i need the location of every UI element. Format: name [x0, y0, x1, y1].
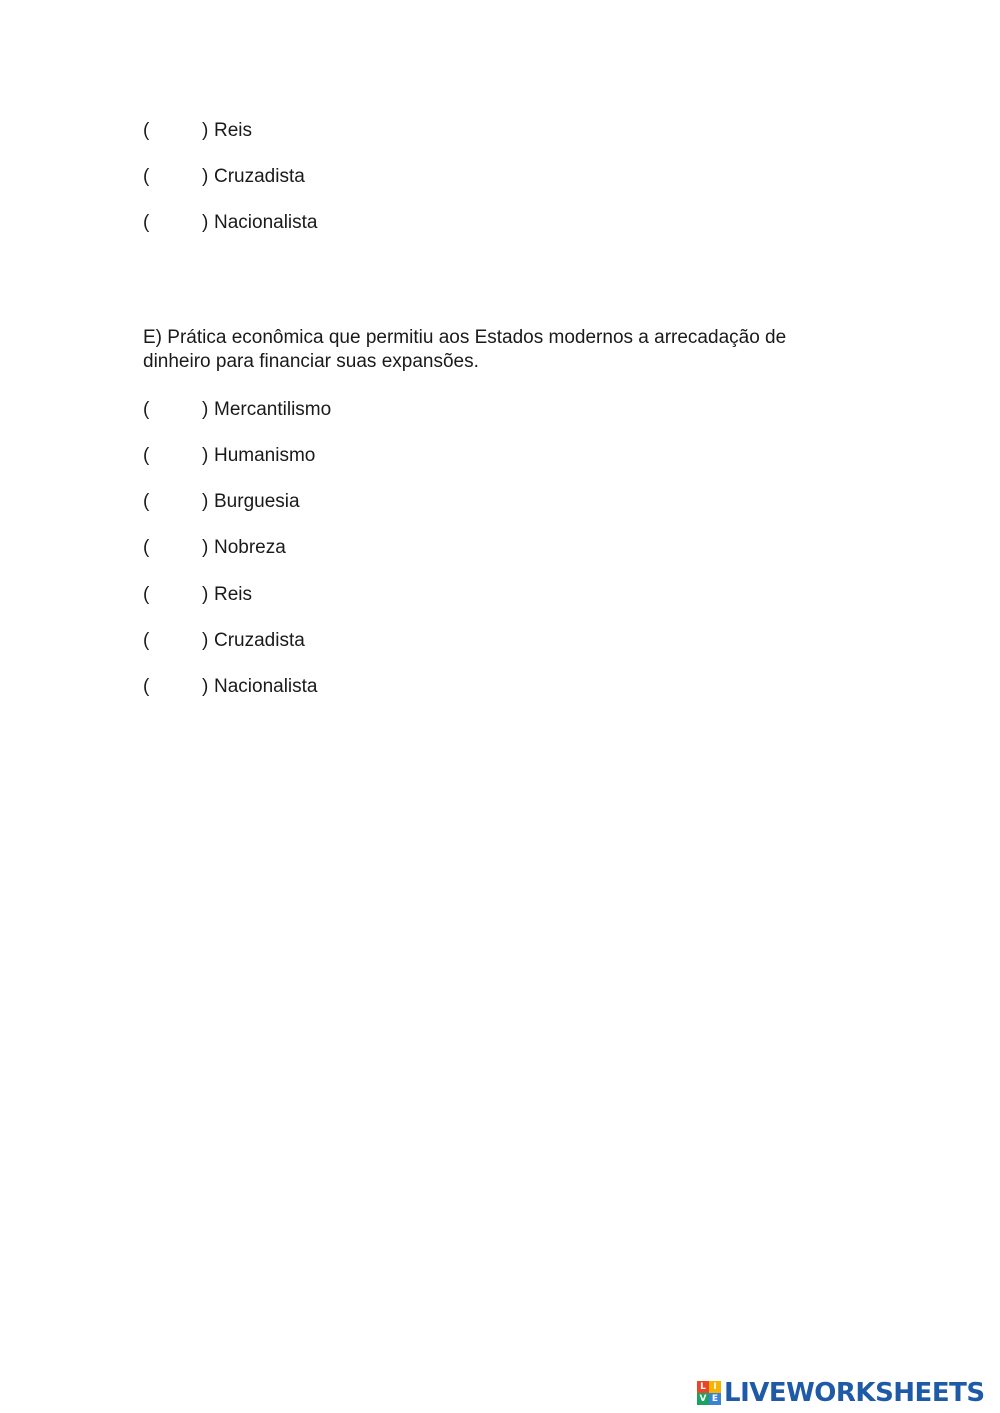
- paren-close: ): [202, 399, 209, 420]
- question-e-text: E) Prática econômica que permitiu aos Estados modernos a arrecadação de dinheiro para financiar suas expansões.: [143, 327, 787, 372]
- paren-open: (: [143, 399, 150, 420]
- logo-mark-letter: L: [697, 1381, 709, 1393]
- paren-open: (: [143, 445, 150, 466]
- logo-mark-letter: I: [709, 1381, 721, 1393]
- option-label: Mercantilismo: [214, 399, 332, 420]
- paren-close: ): [202, 630, 209, 651]
- option-label: Cruzadista: [214, 630, 305, 651]
- paren-close: ): [202, 537, 209, 558]
- paren-open: (: [143, 584, 150, 605]
- option-label: Burguesia: [214, 491, 300, 512]
- paren-close: ): [202, 445, 209, 466]
- logo-mark-letter: E: [709, 1393, 721, 1405]
- paren-open: (: [143, 120, 150, 141]
- logo-text: LIVEWORKSHEETS: [724, 1378, 985, 1408]
- paren-open: (: [143, 537, 150, 558]
- paren-open: (: [143, 491, 150, 512]
- option-label: Humanismo: [214, 445, 316, 466]
- paren-open: (: [143, 166, 150, 187]
- option-label: Nobreza: [214, 537, 286, 558]
- option-label: Reis: [214, 584, 253, 605]
- liveworksheets-mark-icon: [697, 1381, 721, 1405]
- paren-open: (: [143, 212, 150, 233]
- logo-mark-letter: V: [697, 1393, 709, 1405]
- option-label: Cruzadista: [214, 166, 305, 187]
- paren-close: ): [202, 676, 209, 697]
- paren-open: (: [143, 630, 150, 651]
- paren-open: (: [143, 676, 150, 697]
- paren-close: ): [202, 491, 209, 512]
- paren-close: ): [202, 584, 209, 605]
- paren-close: ): [202, 120, 209, 141]
- option-label: Nacionalista: [214, 212, 318, 233]
- liveworksheets-logo: [697, 1378, 985, 1408]
- paren-close: ): [202, 212, 209, 233]
- option-label: Nacionalista: [214, 676, 318, 697]
- option-label: Reis: [214, 120, 253, 141]
- paren-close: ): [202, 166, 209, 187]
